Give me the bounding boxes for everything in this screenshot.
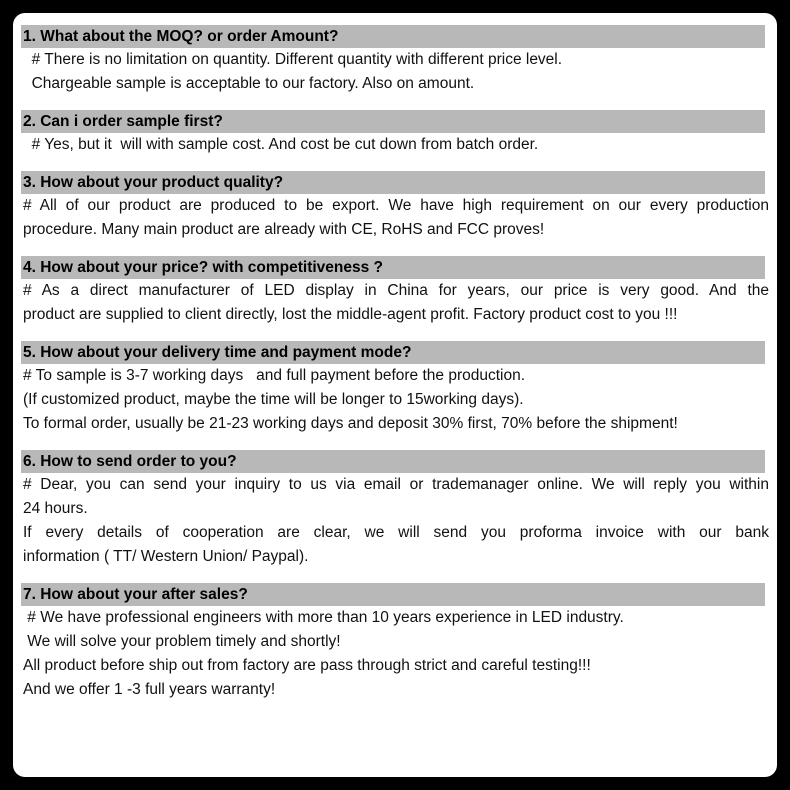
faq-answer-line: # To sample is 3-7 working days and full payment before the production.	[23, 367, 526, 384]
faq-question: 7. How about your after sales?	[21, 583, 765, 606]
faq-answer-line: If every details of cooperation are clear, we will send you proforma invoice with our bank	[23, 524, 769, 541]
faq-question: 4. How about your price? with competitiveness ?	[21, 256, 765, 279]
faq-answer-line: # Dear, you can send your inquiry to us via email or trademanager online. We will reply you within	[23, 476, 769, 493]
faq-section-send-order	[21, 450, 769, 569]
faq-question: 1. What about the MOQ? or order Amount?	[21, 25, 765, 48]
faq-answer-line: # As a direct manufacturer of LED display in China for years, our price is very good. And the	[23, 282, 769, 299]
faq-document	[13, 13, 777, 777]
faq-answer-line: # We have professional engineers with more than 10 years experience in LED industry.	[23, 609, 624, 626]
faq-answer-line: # Yes, but it will with sample cost. And cost be cut down from batch order.	[23, 136, 539, 153]
faq-question: 2. Can i order sample first?	[21, 110, 765, 133]
faq-section-sample	[21, 110, 769, 157]
faq-answer-line: (If customized product, maybe the time will be longer to 15working days).	[23, 391, 524, 408]
faq-section-quality	[21, 171, 769, 242]
faq-answer-line: # All of our product are produced to be export. We have high requirement on our every production	[23, 197, 769, 214]
faq-answer-line: Chargeable sample is acceptable to our factory. Also on amount.	[23, 75, 475, 92]
faq-question: 6. How to send order to you?	[21, 450, 765, 473]
faq-answer-line: We will solve your problem timely and shortly!	[23, 633, 341, 650]
faq-section-moq	[21, 25, 769, 96]
faq-answer-line: And we offer 1 -3 full years warranty!	[23, 681, 276, 698]
faq-answer-line: All product before ship out from factory are pass through strict and careful testing!!!	[23, 657, 591, 674]
faq-answer-line: information ( TT/ Western Union/ Paypal).	[23, 548, 309, 565]
faq-question: 5. How about your delivery time and payment mode?	[21, 341, 765, 364]
faq-answer-line: procedure. Many main product are already with CE, RoHS and FCC proves!	[23, 221, 545, 238]
faq-section-delivery	[21, 341, 769, 436]
faq-answer-line: To formal order, usually be 21-23 working days and deposit 30% first, 70% before the shipment!	[23, 415, 678, 432]
faq-section-price	[21, 256, 769, 327]
faq-answer-line: 24 hours.	[23, 500, 88, 517]
faq-answer-line: product are supplied to client directly, lost the middle-agent profit. Factory product cost to you !!!	[23, 306, 678, 323]
faq-question: 3. How about your product quality?	[21, 171, 765, 194]
faq-section-after-sales	[21, 583, 769, 702]
faq-answer-line: # There is no limitation on quantity. Different quantity with different price level.	[23, 51, 563, 68]
